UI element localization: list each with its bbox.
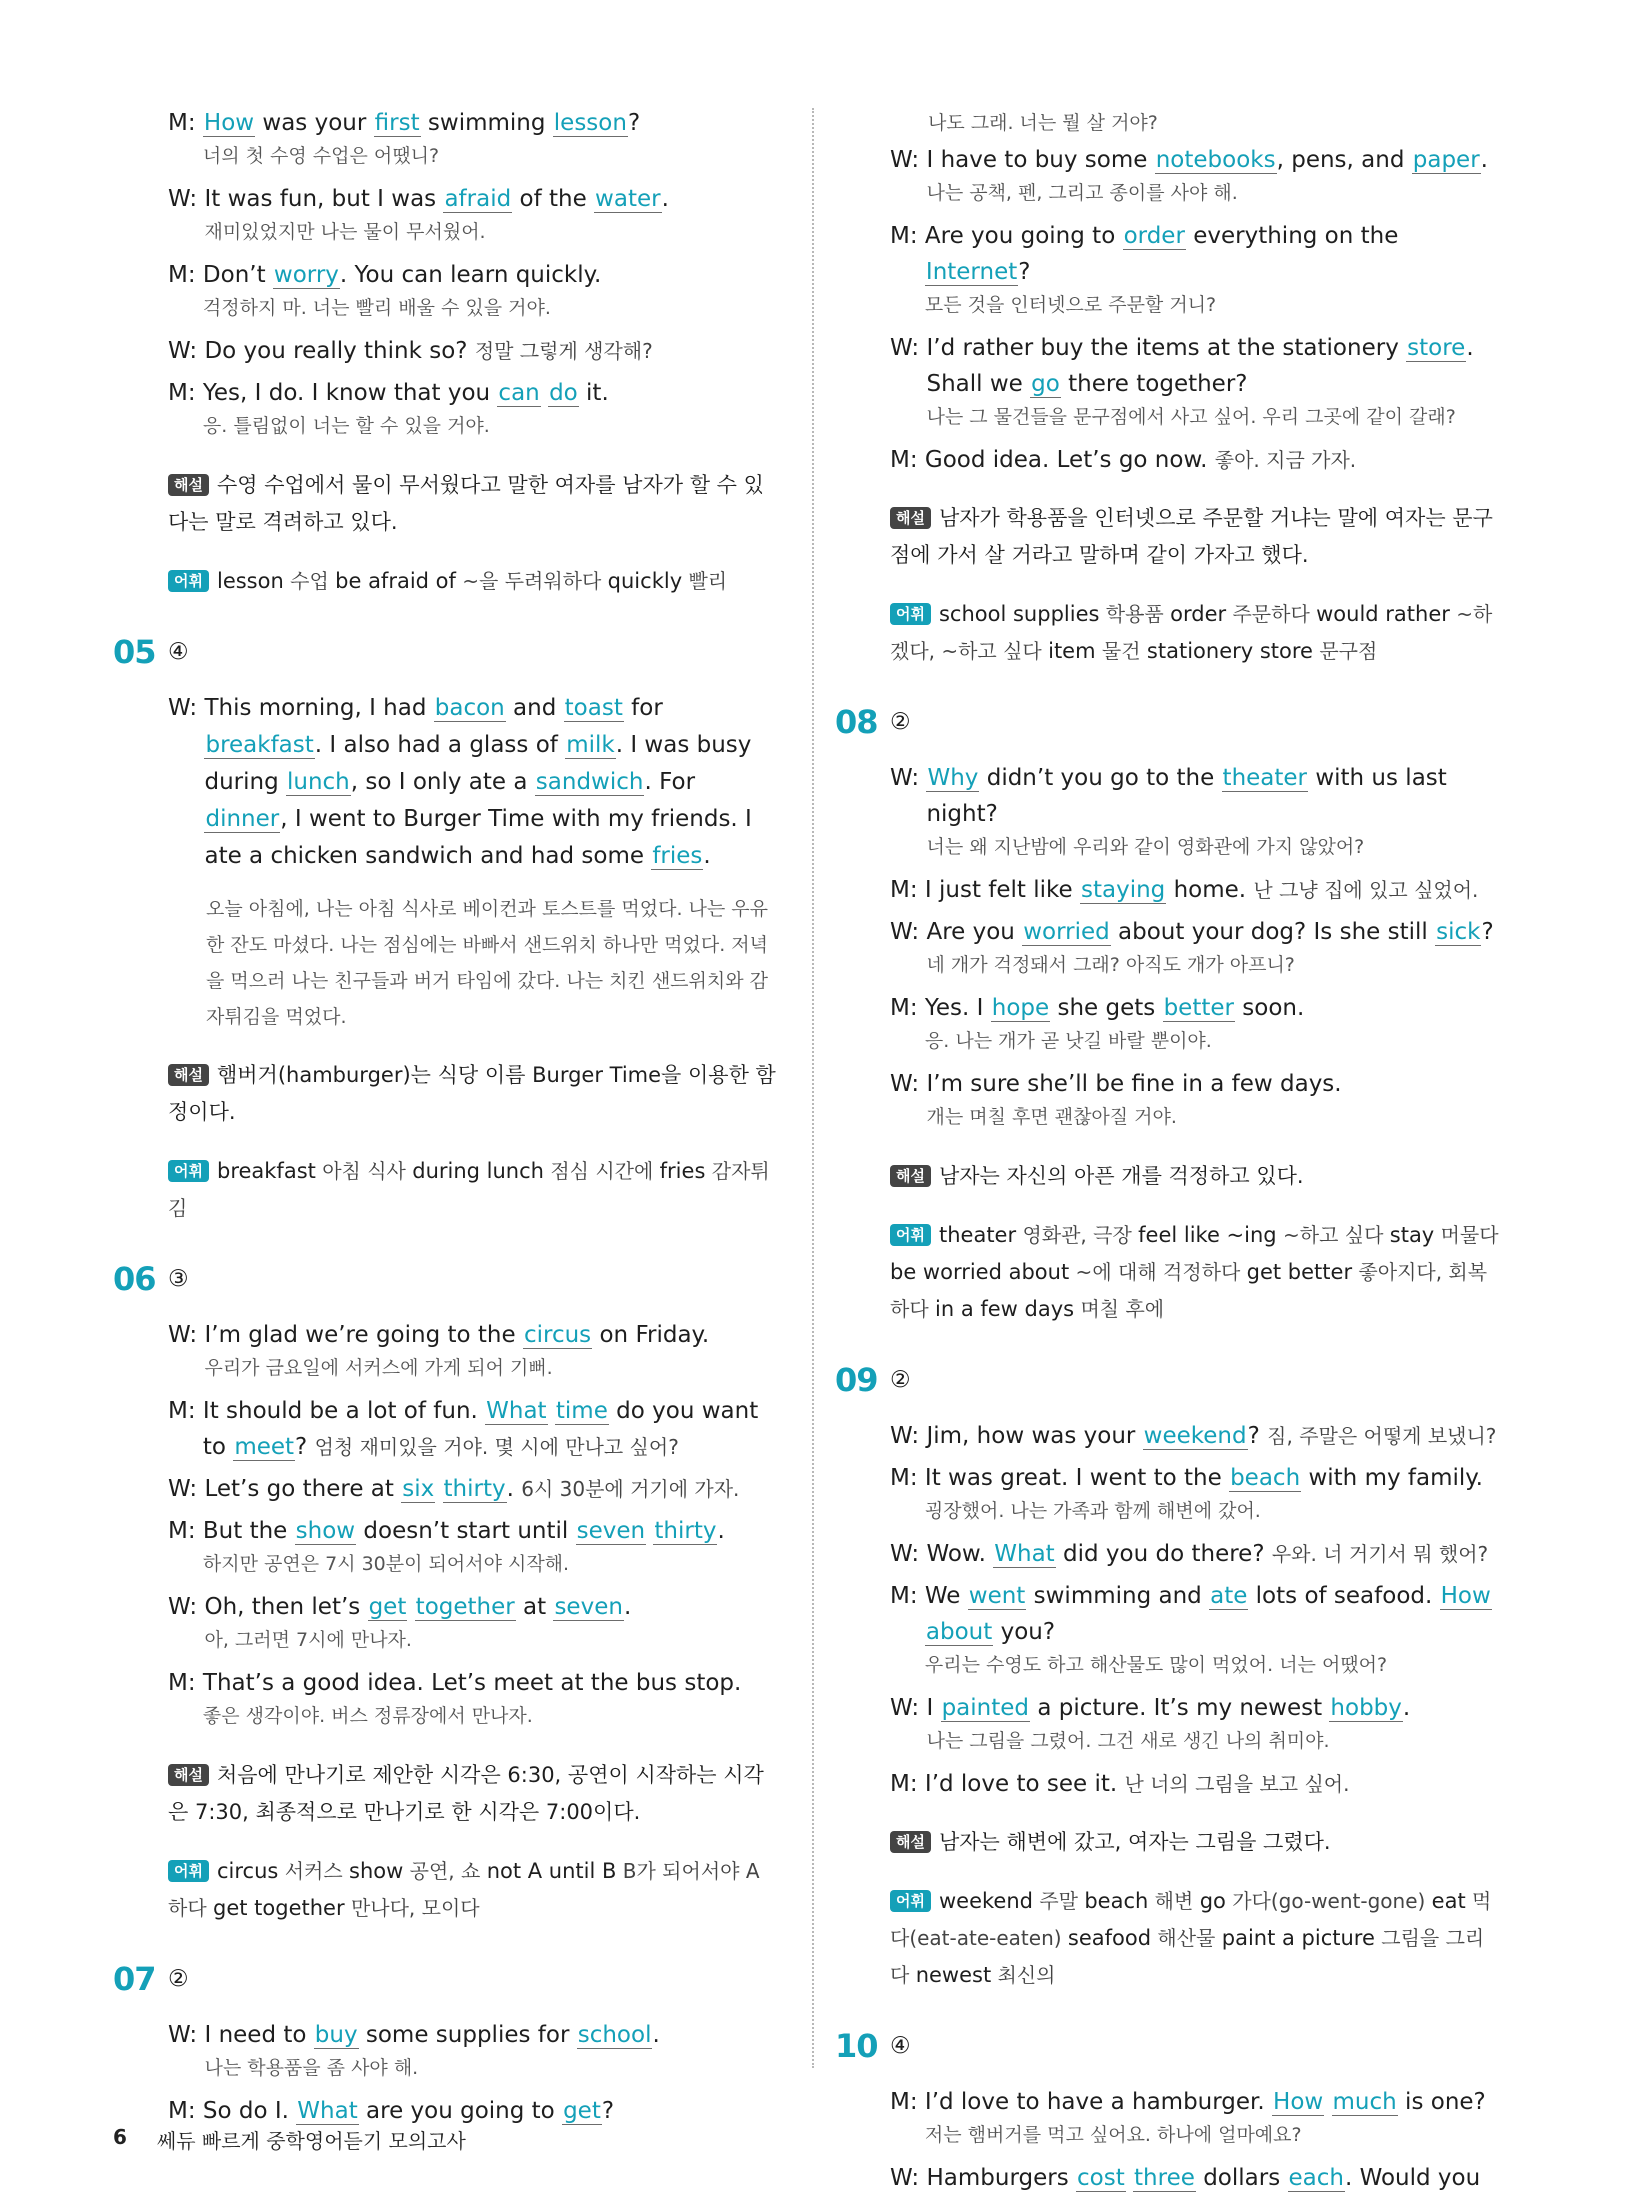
korean-translation: 응. 나는 개가 곧 낫길 바랄 뿐이야. <box>924 1030 1212 1052</box>
speaker-label: M: <box>168 1398 203 1424</box>
speaker-label: M: <box>890 877 925 903</box>
section-04-tail <box>168 105 778 600</box>
answer-blank: lesson <box>553 110 627 136</box>
speaker-label: M: <box>168 2098 203 2124</box>
answer-blank: circus <box>523 1322 592 1348</box>
dialogue-line <box>890 2160 1500 2196</box>
answer-blank: sandwich <box>535 769 644 795</box>
korean-translation: 너는 왜 지난밤에 우리와 같이 영화관에 가지 않았어? <box>926 836 1365 858</box>
dialogue-line <box>890 1578 1500 1684</box>
answer-blank: first <box>374 110 420 136</box>
answer-blank: order <box>1123 223 1185 249</box>
speaker-label: M: <box>168 262 203 288</box>
dialogue-line <box>168 1471 778 1507</box>
korean-translation: 재미있었지만 나는 물이 무서웠어. <box>204 221 486 243</box>
english-line: I’m glad we’re going to the circus on Friday. <box>204 1322 710 1348</box>
answer-blank: cost <box>1077 2165 1125 2191</box>
dialogue-line <box>168 1393 778 1465</box>
english-line: I painted a picture. It’s my newest hobby. <box>926 1695 1411 1721</box>
vocabulary-note: 어휘 weekend 주말 beach 해변 go 가다(go-went-gone) eat 먹다(eat-ate-eaten) seafood 해산물 paint a picture 그림을 그리다 newest 최신의 <box>890 1889 1492 1987</box>
dialogue-line <box>168 375 778 445</box>
answer-blank: theater <box>1222 765 1308 791</box>
dialogue-line <box>890 760 1500 866</box>
dialogue-line <box>890 990 1500 1060</box>
answer-blank: thirty <box>443 1476 506 1502</box>
answer-blank: lunch <box>286 769 350 795</box>
answer-blank: afraid <box>444 186 512 212</box>
section-05 <box>113 630 778 1227</box>
answer-blank: buy <box>314 2022 358 2048</box>
korean-translation: 6시 30분에 거기에 가자. <box>521 1477 740 1501</box>
answer-blank: three <box>1134 2165 1195 2191</box>
dialogue-line <box>890 330 1500 436</box>
english-line: But the show doesn’t start until seven thirty. <box>202 1518 725 1544</box>
korean-translation: 좋은 생각이야. 버스 정류장에서 만나자. <box>202 1705 533 1727</box>
answer-blank: bacon <box>434 695 505 721</box>
english-line: Good idea. Let’s go now. 좋아. 지금 가자. <box>924 447 1357 473</box>
right-column <box>835 108 1500 2202</box>
answer-choice: ② <box>890 1367 911 1393</box>
answer-blank: toast <box>564 695 623 721</box>
vocabulary-note: 어휘 lesson 수업 be afraid of ~을 두려워하다 quickly 빨리 <box>168 563 778 600</box>
korean-translation: 난 그냥 집에 있고 싶었어. <box>1253 878 1479 902</box>
book-title: 쎄듀 빠르게 중학영어듣기 모의고사 <box>156 2129 466 2153</box>
explanation-tag: 해설 <box>168 474 209 496</box>
answer-blank: go <box>1031 371 1060 397</box>
speaker-label: M: <box>168 380 203 406</box>
english-line: I’m sure she’ll be fine in a few days. <box>926 1071 1342 1097</box>
page-footer <box>113 2125 466 2154</box>
vocabulary-note: 어휘 theater 영화관, 극장 feel like ~ing ~하고 싶다 stay 머물다 be worried about ~에 대해 걱정하다 get better 좋아지다, 회복하다 in a few days 며칠 후에 <box>890 1223 1499 1321</box>
answer-blank: How <box>203 110 255 136</box>
answer-choice: ④ <box>168 639 189 665</box>
korean-translation: 나는 그림을 그렸어. 그건 새로 생긴 나의 취미야. <box>926 1730 1330 1752</box>
english-line: Do you really think so? 정말 그렇게 생각해? <box>204 338 653 364</box>
speaker-label: W: <box>890 919 927 945</box>
speaker-label: W: <box>890 1541 927 1567</box>
korean-translation: 난 너의 그림을 보고 싶어. <box>1124 1772 1350 1796</box>
speaker-label: M: <box>168 1518 203 1544</box>
question-number: 09 <box>835 1361 878 1399</box>
korean-translation: 우리는 수영도 하고 해산물도 많이 먹었어. 너는 어땠어? <box>924 1654 1388 1676</box>
english-line: Jim, how was your weekend? 짐, 주말은 어떻게 보냈니? <box>926 1423 1497 1449</box>
answer-blank: Internet <box>925 259 1018 285</box>
korean-translation: 우와. 너 거기서 뭐 했어? <box>1271 1542 1489 1566</box>
vocabulary-note: 어휘 circus 서커스 show 공연, 쇼 not A until B B가 되어서야 A하다 get together 만나다, 모이다 <box>168 1859 760 1920</box>
vocabulary-tag: 어휘 <box>890 1890 931 1912</box>
dialogue-line <box>168 1317 778 1387</box>
answer-blank: worried <box>1023 919 1110 945</box>
speaker-label: W: <box>168 186 205 212</box>
answer-blank: much <box>1332 2089 1397 2115</box>
dialogue-line <box>890 914 1500 984</box>
column-divider <box>812 108 814 2068</box>
vocabulary-note: 어휘 school supplies 학용품 order 주문하다 would rather ~하겠다, ~하고 싶다 item 물건 stationery store 문구점 <box>890 602 1493 663</box>
speaker-label: W: <box>168 1594 205 1620</box>
answer-blank: meet <box>234 1434 295 1460</box>
korean-translation: 모든 것을 인터넷으로 주문할 거니? <box>924 294 1217 316</box>
speaker-label: W: <box>890 2165 927 2191</box>
answer-blank: hobby <box>1330 1695 1402 1721</box>
section-07-continued <box>890 108 1500 670</box>
dialogue-line <box>168 105 778 175</box>
answer-blank: painted <box>941 1695 1030 1721</box>
answer-blank: breakfast <box>205 732 314 758</box>
english-line: It should be a lot of fun. What time do you want to meet? 엄청 재미있을 거야. 몇 시에 만나고 싶어? <box>202 1398 759 1460</box>
korean-translation: 나는 공책, 펜, 그리고 종이를 사야 해. <box>926 182 1238 204</box>
english-line: Yes, I do. I know that you can do it. <box>202 380 609 406</box>
explanation-note: 해설 처음에 만나기로 제안한 시각은 6:30, 공연이 시작하는 시각은 7:30, 최종적으로 만나기로 한 시각은 7:00이다. <box>168 1763 764 1824</box>
section-header <box>113 630 778 674</box>
answer-blank: can <box>498 380 540 406</box>
english-line: Why didn’t you go to the theater with us last night? <box>926 765 1447 827</box>
section-10 <box>835 2024 1500 2196</box>
dialogue-line <box>890 1460 1500 1530</box>
answer-blank: water <box>595 186 661 212</box>
speaker-label: M: <box>890 995 925 1021</box>
answer-blank: went <box>968 1583 1026 1609</box>
answer-blank: six <box>402 1476 435 1502</box>
answer-blank: seven <box>554 1594 623 1620</box>
speaker-label: W: <box>168 1322 205 1348</box>
korean-translation: 나는 학용품을 좀 사야 해. <box>204 2057 419 2079</box>
english-passage: This morning, I had bacon and toast for breakfast. I also had a glass of milk. I was busy during lunch, so I only ate a sandwich. For dinner, I went to Burger Time with my friends. I ate a chicken sandwich and had some fries. <box>204 695 752 869</box>
korean-translation: 응. 틀림없이 너는 할 수 있을 거야. <box>202 415 490 437</box>
korean-translation: 저는 햄버거를 먹고 싶어요. 하나에 얼마예요? <box>924 2124 1302 2146</box>
explanation-tag: 해설 <box>168 1764 209 1786</box>
answer-blank: What <box>297 2098 358 2124</box>
vocabulary-tag: 어휘 <box>890 603 931 625</box>
vocabulary-note: 어휘 breakfast 아침 식사 during lunch 점심 시간에 fries 감자튀김 <box>168 1159 770 1220</box>
english-line: That’s a good idea. Let’s meet at the bus stop. <box>202 1670 742 1696</box>
answer-blank: sick <box>1436 919 1481 945</box>
answer-blank: thirty <box>654 1518 717 1544</box>
answer-blank: get <box>368 1594 407 1620</box>
english-line: Are you going to order everything on the Internet? <box>924 223 1399 285</box>
section-header <box>113 1957 778 2001</box>
dialogue-line <box>168 1513 778 1583</box>
section-header <box>835 2024 1500 2068</box>
section-07 <box>113 1957 778 2129</box>
question-number: 05 <box>113 633 156 671</box>
english-line: It was fun, but I was afraid of the water. <box>204 186 669 212</box>
speaker-label: W: <box>890 335 927 361</box>
korean-translation: 나도 그래. 너는 뭘 살 거야? <box>928 112 1158 134</box>
speaker-label: M: <box>890 1771 925 1797</box>
answer-blank: time <box>555 1398 608 1424</box>
answer-blank: each <box>1288 2165 1344 2191</box>
answer-choice: ④ <box>890 2033 911 2059</box>
english-line: How was your first swimming lesson? <box>203 110 641 136</box>
dialogue-line <box>890 872 1500 908</box>
answer-blank: better <box>1163 995 1234 1021</box>
explanation-tag: 해설 <box>168 1064 209 1086</box>
speaker-label: W: <box>168 1476 205 1502</box>
answer-blank: weekend <box>1143 1423 1247 1449</box>
english-line: Wow. What did you do there? 우와. 너 거기서 뭐 했어? <box>926 1541 1489 1567</box>
korean-translation: 짐, 주말은 어떻게 보냈니? <box>1267 1424 1497 1448</box>
english-line: I need to buy some supplies for school. <box>204 2022 660 2048</box>
section-06 <box>113 1257 778 1927</box>
english-line: Are you worried about your dog? Is she still sick? <box>926 919 1494 945</box>
section-header <box>835 1358 1500 1402</box>
speaker-label: M: <box>168 110 203 136</box>
answer-blank: store <box>1407 335 1466 361</box>
explanation-note: 해설 남자가 학용품을 인터넷으로 주문할 거냐는 말에 여자는 문구점에 가서 살 거라고 말하며 같이 가자고 했다. <box>890 506 1493 567</box>
korean-translation: 우리가 금요일에 서커스에 가게 되어 기뻐. <box>204 1357 553 1379</box>
answer-blank: together <box>415 1594 515 1620</box>
korean-translation: 개는 며칠 후면 괜찮아질 거야. <box>926 1106 1177 1128</box>
answer-blank: fries <box>652 843 703 869</box>
speaker-label: W: <box>890 147 927 173</box>
dialogue-line <box>168 333 778 369</box>
speaker-label: W: <box>890 1071 927 1097</box>
korean-translation: 너의 첫 수영 수업은 어땠니? <box>202 145 440 167</box>
answer-blank: do <box>549 380 578 406</box>
english-line: I have to buy some notebooks, pens, and paper. <box>926 147 1488 173</box>
speaker-label: W: <box>168 338 205 364</box>
section-header <box>113 1257 778 1301</box>
vocabulary-tag: 어휘 <box>168 1160 209 1182</box>
answer-blank: notebooks <box>1155 147 1276 173</box>
answer-blank: paper <box>1412 147 1480 173</box>
dialogue-line <box>890 442 1500 478</box>
speaker-label: M: <box>890 1465 925 1491</box>
question-number: 07 <box>113 1960 156 1998</box>
korean-translation: 굉장했어. 나는 가족과 함께 해변에 갔어. <box>924 1500 1261 1522</box>
explanation-tag: 해설 <box>890 1165 931 1187</box>
english-line: I’d love to see it. 난 너의 그림을 보고 싶어. <box>924 1771 1350 1797</box>
explanation-note: 해설 햄버거(hamburger)는 식당 이름 Burger Time을 이용한 함정이다. <box>168 1063 776 1124</box>
dialogue-line <box>890 1766 1500 1802</box>
question-number: 10 <box>835 2027 878 2065</box>
answer-blank: show <box>295 1518 356 1544</box>
dialogue-line <box>168 2017 778 2087</box>
answer-choice: ③ <box>168 1266 189 1292</box>
english-line: We went swimming and ate lots of seafood. How about you? <box>924 1583 1491 1645</box>
answer-blank: beach <box>1230 1465 1301 1491</box>
answer-blank: worry <box>273 262 339 288</box>
english-line: Oh, then let’s get together at seven. <box>204 1594 632 1620</box>
answer-choice: ② <box>168 1966 189 1992</box>
answer-blank: staying <box>1081 877 1166 903</box>
explanation-tag: 해설 <box>890 507 931 529</box>
dialogue-line <box>168 257 778 327</box>
question-number: 06 <box>113 1260 156 1298</box>
answer-blank: Why <box>927 765 979 791</box>
dialogue-line <box>890 218 1500 324</box>
section-09 <box>835 1358 1500 1994</box>
vocabulary-tag: 어휘 <box>168 1860 209 1882</box>
speaker-label: M: <box>890 1583 925 1609</box>
question-number: 08 <box>835 703 878 741</box>
answer-blank: seven <box>576 1518 646 1544</box>
answer-blank: How <box>1273 2089 1324 2115</box>
page-number: 6 <box>113 2125 127 2149</box>
korean-translation: 나는 그 물건들을 문구점에서 사고 싶어. 우리 그곳에 같이 갈래? <box>926 406 1456 428</box>
answer-blank: ate <box>1210 1583 1248 1609</box>
explanation-note: 해설 남자는 자신의 아픈 개를 걱정하고 있다. <box>890 1158 1500 1195</box>
english-line: Yes. I hope she gets better soon. <box>924 995 1305 1021</box>
dialogue-line <box>890 2084 1500 2154</box>
answer-blank: milk <box>566 732 615 758</box>
english-line: I just felt like staying home. 난 그냥 집에 있고 싶었어. <box>924 877 1479 903</box>
answer-blank: school <box>577 2022 652 2048</box>
english-line: It was great. I went to the beach with my family. <box>924 1465 1483 1491</box>
english-line: Let’s go there at six thirty. 6시 30분에 거기에 가자. <box>204 1476 740 1502</box>
section-header <box>835 700 1500 744</box>
korean-translation: 하지만 공연은 7시 30분이 되어서야 시작해. <box>202 1553 570 1575</box>
vocabulary-tag: 어휘 <box>168 570 209 592</box>
answer-blank: What <box>486 1398 547 1424</box>
english-line: Hamburgers cost three dollars each. Would you <box>926 2165 1481 2191</box>
answer-blank: dinner <box>205 806 280 832</box>
english-line: So do I. What are you going to get? <box>202 2098 615 2124</box>
speaker-label: W: <box>168 2022 205 2048</box>
korean-translation: 엄청 재미있을 거야. 몇 시에 만나고 싶어? <box>314 1435 679 1459</box>
korean-translation: 네 개가 걱정돼서 그래? 아직도 개가 아프니? <box>926 954 1295 976</box>
dialogue-line <box>890 1418 1500 1454</box>
korean-translation: 아, 그러면 7시에 만나자. <box>204 1629 412 1651</box>
dialogue-line <box>168 2093 778 2129</box>
dialogue-line <box>168 1665 778 1735</box>
speaker-label: M: <box>168 1670 203 1696</box>
speaker-label: W: <box>890 1695 927 1721</box>
explanation-note: 해설 남자는 해변에 갔고, 여자는 그림을 그렸다. <box>890 1824 1500 1861</box>
dialogue-line <box>168 1589 778 1659</box>
english-line: I’d rather buy the items at the stationery store. Shall we go there together? <box>926 335 1474 397</box>
answer-blank: about <box>925 1619 993 1645</box>
speaker-label: W: <box>168 695 205 721</box>
dialogue-line <box>890 142 1500 212</box>
korean-translation: 오늘 아침에, 나는 아침 식사로 베이컨과 토스트를 먹었다. 나는 우유 한 잔도 마셨다. 나는 점심에는 바빠서 샌드위치 하나만 먹었다. 저녁을 먹으러 나는 친구들과 버거 타임에 갔다. 나는 치킨 샌드위치와 감자튀김을 먹었다. <box>206 898 768 1028</box>
answer-blank: What <box>994 1541 1055 1567</box>
answer-blank: hope <box>991 995 1050 1021</box>
section-08 <box>835 700 1500 1328</box>
dialogue-line <box>168 181 778 251</box>
dialogue-line <box>890 1690 1500 1760</box>
english-line: I’d love to have a hamburger. How much is one? <box>924 2089 1486 2115</box>
korean-translation: 좋아. 지금 가자. <box>1214 448 1357 472</box>
answer-blank: get <box>563 2098 601 2124</box>
korean-translation: 정말 그렇게 생각해? <box>474 339 653 363</box>
speaker-label: W: <box>890 1423 927 1449</box>
speaker-label: W: <box>890 765 927 791</box>
dialogue-line <box>890 1066 1500 1136</box>
english-line: Don’t worry. You can learn quickly. <box>202 262 602 288</box>
explanation-tag: 해설 <box>890 1831 931 1853</box>
answer-choice: ② <box>890 709 911 735</box>
dialogue-line <box>890 1536 1500 1572</box>
explanation-note: 해설 수영 수업에서 물이 무서웠다고 말한 여자를 남자가 할 수 있다는 말로 격려하고 있다. <box>168 473 764 534</box>
dialogue-line <box>168 690 778 875</box>
answer-blank: How <box>1440 1583 1491 1609</box>
speaker-label: M: <box>890 223 925 249</box>
speaker-label: M: <box>890 447 925 473</box>
left-column <box>113 105 778 2135</box>
speaker-label: M: <box>890 2089 925 2115</box>
vocabulary-tag: 어휘 <box>890 1224 931 1246</box>
korean-translation: 걱정하지 마. 너는 빨리 배울 수 있을 거야. <box>202 297 551 319</box>
